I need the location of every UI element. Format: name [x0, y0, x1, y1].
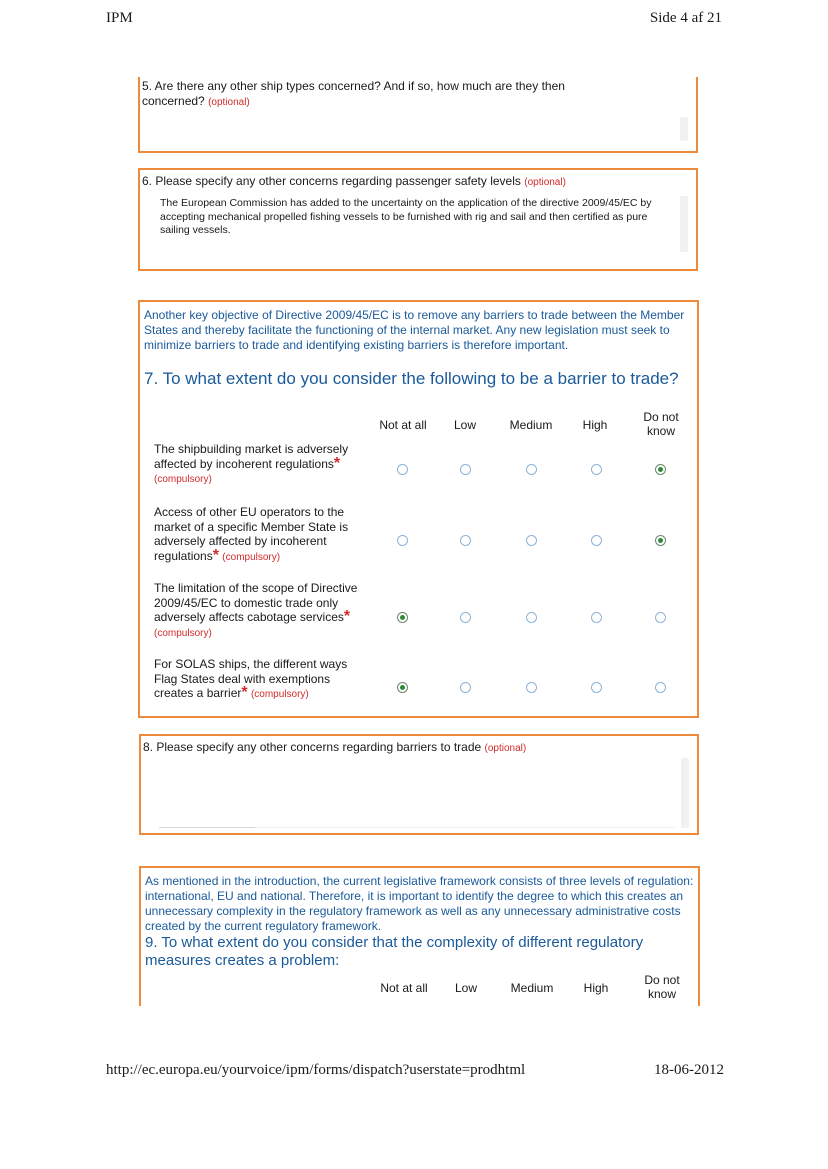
question-7-row-4: For SOLAS ships, the different ways Flag States deal with exemptions creates a barrier* (compulsory)	[154, 657, 348, 701]
required-star: *	[212, 546, 219, 564]
radio-row4-do-not-know[interactable]	[655, 682, 666, 693]
column-medium: Medium	[510, 981, 554, 995]
compulsory-tag: (compulsory)	[222, 551, 281, 563]
question-9-title: 9. To what extent do you consider that the complexity of different regulatory measures creates a problem:	[145, 934, 644, 969]
required-star: *	[241, 684, 248, 701]
question-8-textarea[interactable]	[157, 760, 667, 824]
radio-row2-medium[interactable]	[526, 535, 537, 546]
compulsory-tag: (compulsory)	[154, 627, 212, 639]
radio-row1-do-not-know[interactable]	[655, 464, 666, 475]
footer-url: http://ec.europa.eu/yourvoice/ipm/forms/dispatch?userstate=prodhtml	[106, 1062, 526, 1078]
radio-row1-medium[interactable]	[526, 464, 537, 475]
question-5-scrollbar[interactable]	[680, 117, 688, 141]
section-7-intro: Another key objective of Directive 2009/45/EC is to remove any barriers to trade between the Member States and thereby facilitate the functioning of the internal market. Any new legislation must seek to minimize barriers to trade and identifying existing barriers is therefore important.	[144, 308, 685, 352]
question-7-row-3: The limitation of the scope of Directive 2009/45/EC to domestic trade only adversely affects cabotage services* (compulsory)	[154, 581, 358, 639]
required-star: *	[333, 454, 341, 472]
question-8-box	[139, 734, 699, 835]
question-5-textarea[interactable]	[146, 113, 666, 143]
radio-row4-low[interactable]	[460, 682, 471, 693]
page-number: Side 4 af 21	[649, 10, 722, 26]
optional-tag: (optional)	[484, 743, 527, 754]
section-9-intro: As mentioned in the introduction, the current legislative framework consists of three levels of regulation: international, EU and national. Therefore, it is important to identify the degree to which this creates an unnecessary complexity in the regulatory framework as well as any unnecessary administrative costs created by the current regulatory framework.	[145, 874, 694, 933]
compulsory-tag: (compulsory)	[154, 474, 212, 485]
question-8-scrollbar[interactable]	[681, 758, 689, 828]
column-not-at-all: Not at all	[380, 981, 428, 995]
required-star: *	[343, 608, 351, 625]
column-do-not-know: Do not know	[643, 410, 679, 438]
radio-row2-do-not-know[interactable]	[655, 535, 666, 546]
question-5-box	[138, 77, 698, 153]
column-do-not-know: Do not know	[644, 973, 680, 1001]
column-high: High	[583, 981, 609, 995]
radio-row1-not-at-all[interactable]	[397, 464, 408, 475]
optional-tag: (optional)	[524, 177, 566, 188]
radio-row3-not-at-all[interactable]	[397, 612, 408, 623]
column-high: High	[582, 418, 608, 432]
radio-row3-do-not-know[interactable]	[655, 612, 666, 623]
radio-row1-low[interactable]	[460, 464, 471, 475]
question-7-title: 7. To what extent do you consider the following to be a barrier to trade?	[144, 369, 679, 388]
column-low: Low	[453, 418, 476, 432]
radio-row2-not-at-all[interactable]	[397, 535, 408, 546]
column-low: Low	[454, 981, 477, 995]
compulsory-tag: (compulsory)	[250, 689, 309, 700]
column-medium: Medium	[509, 418, 553, 432]
question-7-row-1: The shipbuilding market is adversely affected by incoherent regulations* (compulsory)	[154, 442, 349, 485]
footer-date: 18-06-2012	[654, 1062, 724, 1078]
question-6-textarea[interactable]	[160, 197, 660, 257]
radio-row1-high[interactable]	[591, 464, 602, 475]
question-6-scrollbar[interactable]	[680, 196, 688, 252]
question-6-box	[138, 168, 698, 271]
radio-row4-high[interactable]	[591, 682, 602, 693]
question-6-label: 6. Please specify any other concerns regarding passenger safety levels (optional)	[142, 174, 566, 188]
radio-row4-not-at-all[interactable]	[397, 682, 408, 693]
question-8-field-line	[159, 827, 255, 828]
column-not-at-all: Not at all	[379, 418, 427, 432]
question-8-field-line-right	[255, 827, 675, 828]
question-9-box	[139, 866, 700, 1006]
question-7-row-2: Access of other EU operators to the market of a specific Member State is adversely affected by incoherent regulations* (compulsory)	[154, 505, 349, 564]
radio-row3-high[interactable]	[591, 612, 602, 623]
radio-row3-medium[interactable]	[526, 612, 537, 623]
question-8-label: 8. Please specify any other concerns regarding barriers to trade (optional)	[143, 740, 527, 754]
radio-row2-low[interactable]	[460, 535, 471, 546]
radio-row4-medium[interactable]	[526, 682, 537, 693]
radio-row2-high[interactable]	[591, 535, 602, 546]
header-title: IPM	[106, 10, 133, 26]
optional-tag: (optional)	[208, 97, 250, 108]
question-5-label: 5. Are there any other ship types concerned? And if so, how much are they then concerned? (optional)	[142, 79, 565, 108]
radio-row3-low[interactable]	[460, 612, 471, 623]
question-7-box	[138, 300, 699, 718]
